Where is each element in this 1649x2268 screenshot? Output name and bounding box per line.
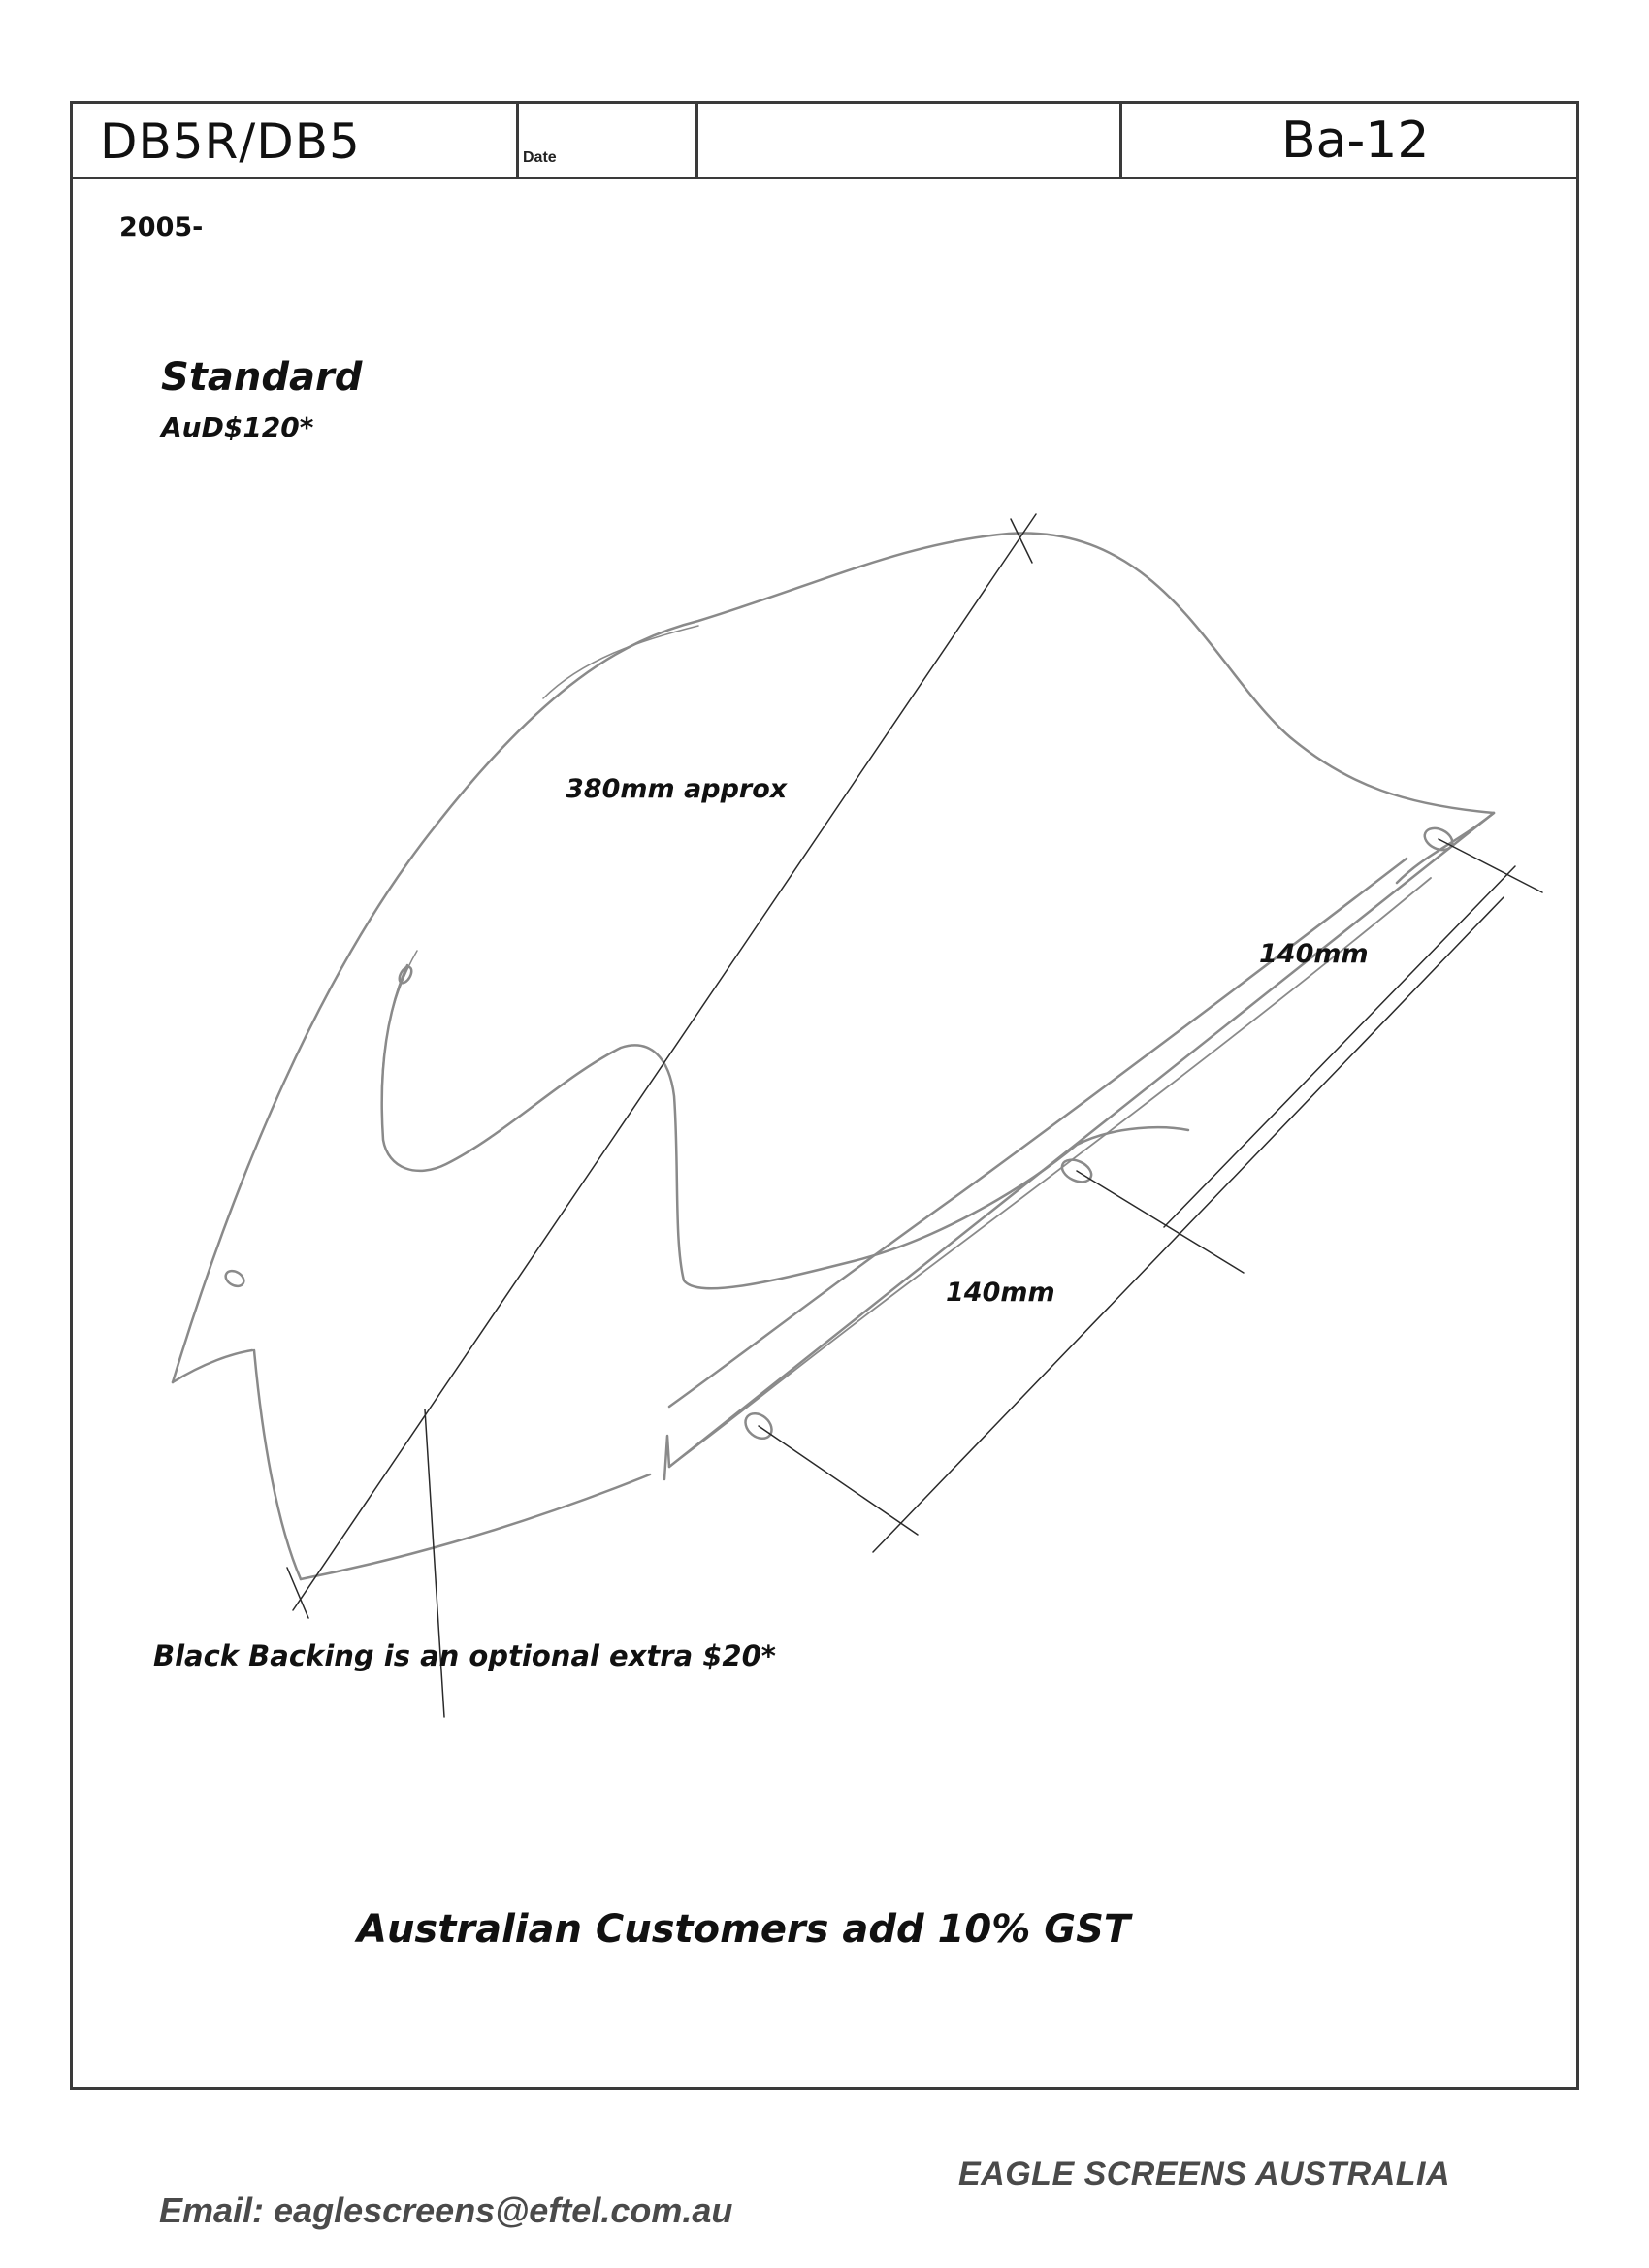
email-address: Email: eaglescreens@eftel.com.au	[159, 2190, 733, 2230]
backing-note: Black Backing is an optional extra $20*	[153, 1639, 776, 1672]
screen-bottom-edge	[664, 1436, 669, 1479]
mount-strip-outer	[669, 813, 1494, 1467]
dim-line-140-upper	[1164, 866, 1515, 1227]
screen-bottom-curve	[301, 1474, 650, 1579]
gst-note: Australian Customers add 10% GST	[357, 1907, 1131, 1952]
dim-line-380	[293, 514, 1036, 1610]
product-code: Ba-12	[1281, 112, 1430, 170]
dim-label-140-lower: 140mm	[946, 1278, 1055, 1308]
dim-ext-lower-1	[759, 1426, 918, 1535]
inner-cutout	[382, 965, 1188, 1288]
dim-line-140-lower	[873, 897, 1504, 1552]
screen-left-edge	[254, 1350, 301, 1579]
standard-label: Standard	[161, 355, 363, 400]
mount-hole-5	[223, 1268, 246, 1289]
dim-ext-upper-2	[1077, 1171, 1244, 1273]
dim-ext-upper-1	[1439, 839, 1542, 892]
date-label: Date	[523, 149, 557, 166]
dim-label-380: 380mm approx	[566, 774, 788, 804]
dim-label-140-upper: 140mm	[1259, 939, 1369, 969]
model-year: 2005-	[119, 212, 204, 243]
standard-price: AuD$120*	[161, 411, 314, 443]
model-name: DB5R/DB5	[100, 113, 361, 170]
screen-left-cut	[173, 1350, 252, 1382]
company-name: EAGLE SCREENS AUSTRALIA	[958, 2155, 1451, 2192]
